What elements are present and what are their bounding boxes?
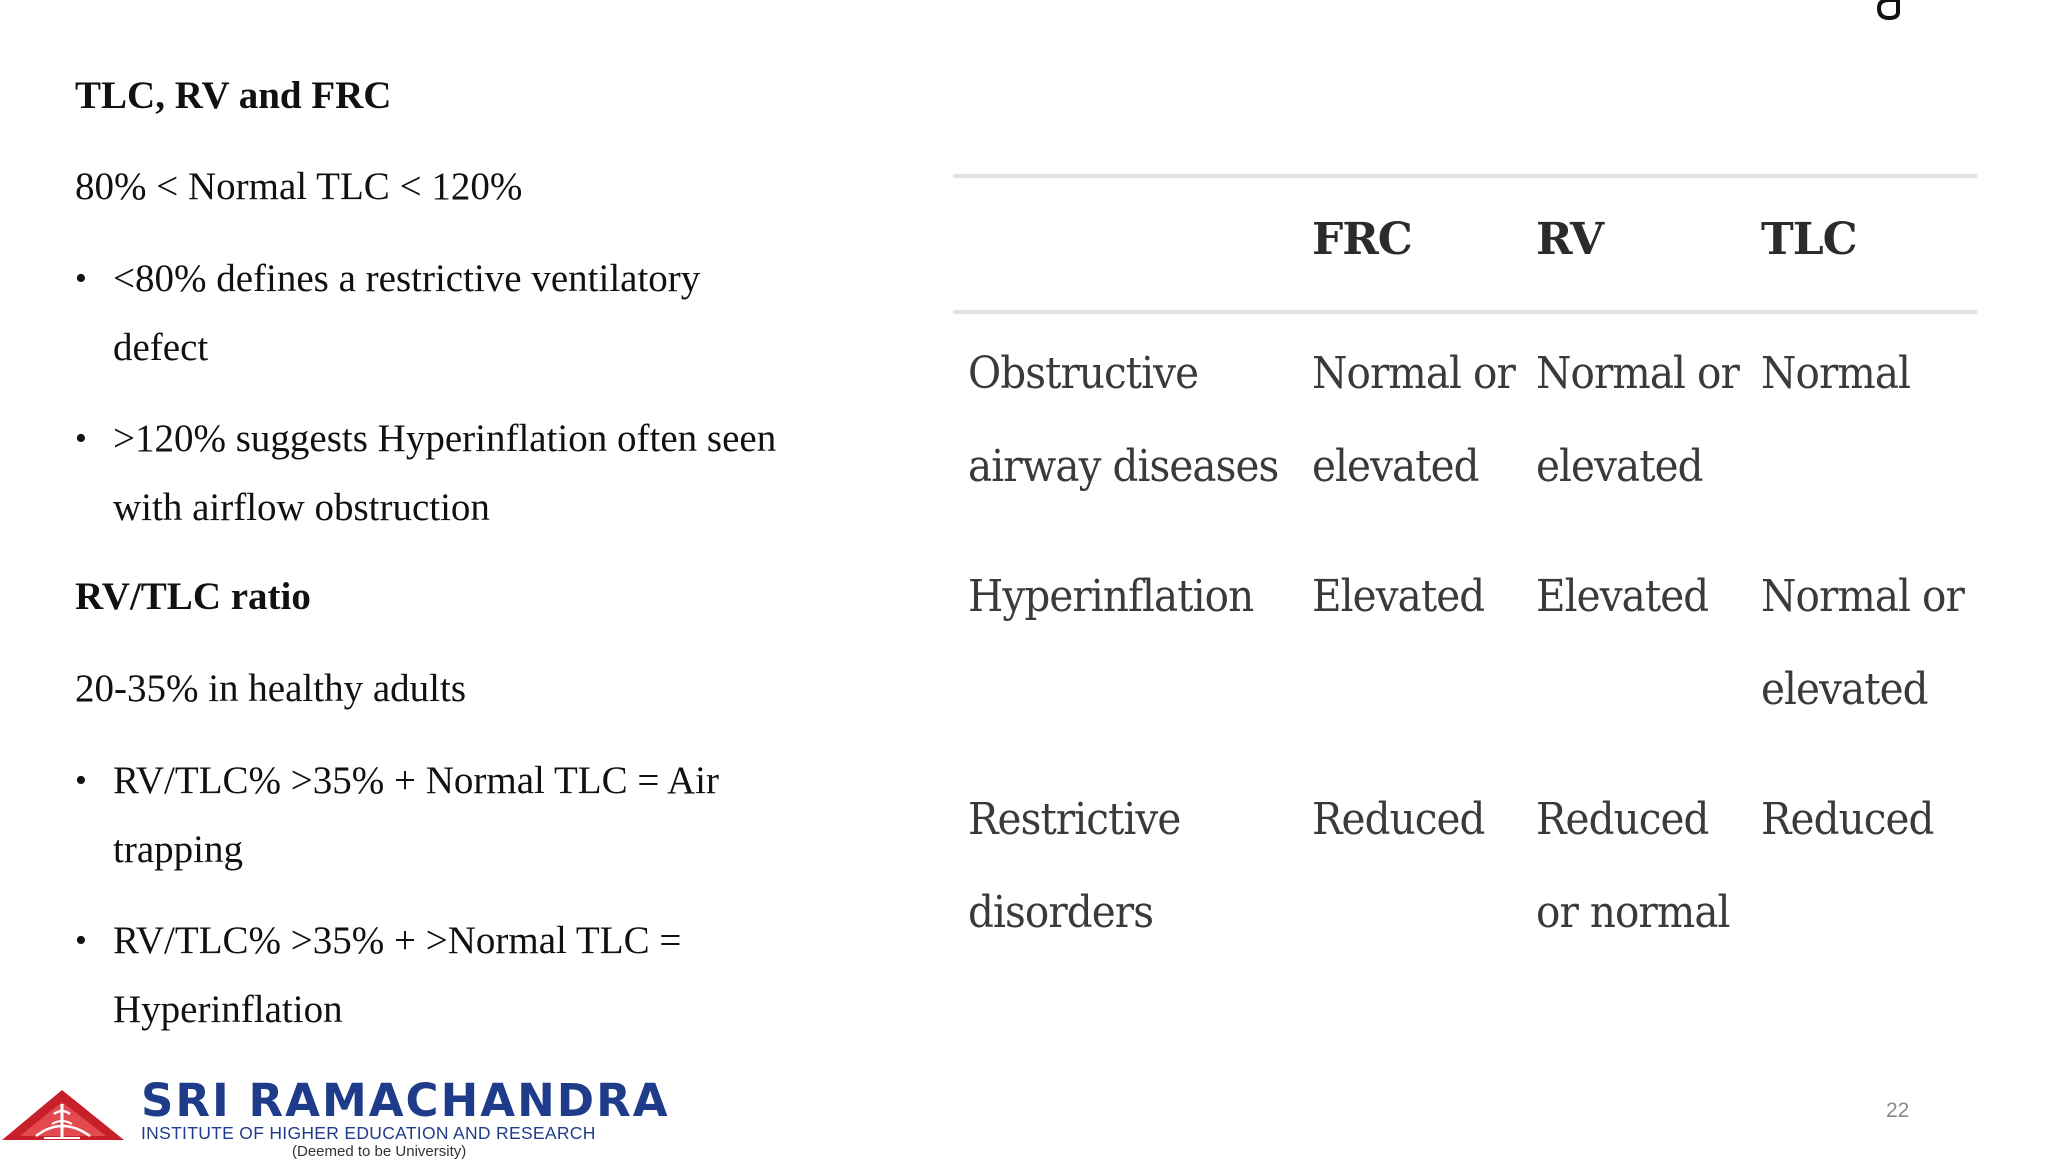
cell-text: airway diseases: [968, 441, 1279, 492]
row-restrictive-frc: [1312, 773, 1485, 866]
row-hyperinflation-rv: [1536, 550, 1708, 643]
cell-text: Normal or: [1761, 571, 1964, 622]
header-tlc: TLC: [1761, 214, 1857, 265]
row-restrictive-tlc: [1761, 773, 1934, 866]
cell-text: Normal: [1761, 348, 1911, 399]
institution-logo: [0, 1074, 680, 1160]
row-hyperinflation-tlc: [1761, 550, 1964, 736]
normal-tlc-range: 80% < Normal TLC < 120%: [75, 165, 523, 208]
bullet-text-line: with airflow obstruction: [113, 486, 490, 529]
row-obstructive-frc: [1312, 327, 1515, 513]
heading-rv-tlc-ratio: RV/TLC ratio: [75, 575, 311, 618]
cell-text: Hyperinflation: [968, 571, 1254, 622]
row-hyperinflation-frc: [1312, 550, 1484, 643]
row-obstructive-tlc: [1761, 327, 1910, 420]
bullet-text-line: defect: [113, 326, 209, 369]
page-number: 22: [1886, 1099, 1910, 1122]
table-top-rule: [953, 174, 1977, 178]
cell-text: Elevated: [1312, 571, 1485, 622]
row-obstructive-rv: [1536, 327, 1739, 513]
bullet-text-line: RV/TLC% >35% + Normal TLC = Air: [113, 759, 719, 802]
row-restrictive-rv: [1536, 773, 1730, 959]
cell-text: elevated: [1536, 441, 1703, 492]
bullet-text-line: RV/TLC% >35% + >Normal TLC =: [113, 919, 682, 962]
cell-text: Reduced: [1761, 794, 1934, 845]
cell-text: Normal or: [1536, 348, 1739, 399]
heading-tlc-rv-frc: TLC, RV and FRC: [75, 74, 392, 117]
bullet-dot: •: [75, 922, 87, 959]
bullet-dot: •: [75, 420, 87, 457]
logo-emblem-icon: [0, 1086, 130, 1142]
slide-text-column: [0, 0, 900, 1152]
cell-text: elevated: [1761, 664, 1928, 715]
table-header-rule: [953, 310, 1977, 314]
ratio-range: 20-35% in healthy adults: [75, 667, 467, 710]
cell-text: Reduced: [1536, 794, 1709, 845]
bullet-dot: •: [75, 260, 87, 297]
row-obstructive-condition: [968, 327, 1278, 513]
cell-text: Elevated: [1536, 571, 1709, 622]
bullet-text-line: Hyperinflation: [113, 988, 343, 1031]
cell-text: disorders: [968, 887, 1154, 938]
logo-subtitle: INSTITUTE OF HIGHER EDUCATION AND RESEARCH: [141, 1123, 596, 1143]
bullet-dot: •: [75, 762, 87, 799]
header-frc: FRC: [1312, 214, 1412, 265]
cell-text: Obstructive: [968, 348, 1199, 399]
cell-text: Restrictive: [968, 794, 1181, 845]
row-hyperinflation-condition: [968, 550, 1253, 643]
bullet-text-line: trapping: [113, 828, 243, 871]
logo-name: SRI RAMACHANDRA: [141, 1074, 670, 1127]
row-restrictive-condition: [968, 773, 1180, 959]
partial-glyph-icon: [1876, 0, 1902, 20]
cell-text: Normal or: [1312, 348, 1515, 399]
cell-text: or normal: [1536, 887, 1730, 938]
logo-note: (Deemed to be University): [292, 1143, 467, 1160]
lung-volumes-table: [953, 0, 1977, 1000]
cell-text: Reduced: [1312, 794, 1485, 845]
cell-text: elevated: [1312, 441, 1479, 492]
header-rv: RV: [1536, 214, 1604, 265]
bullet-text-line: >120% suggests Hyperinflation often seen: [113, 417, 777, 460]
bullet-text-line: <80% defines a restrictive ventilatory: [113, 257, 701, 300]
